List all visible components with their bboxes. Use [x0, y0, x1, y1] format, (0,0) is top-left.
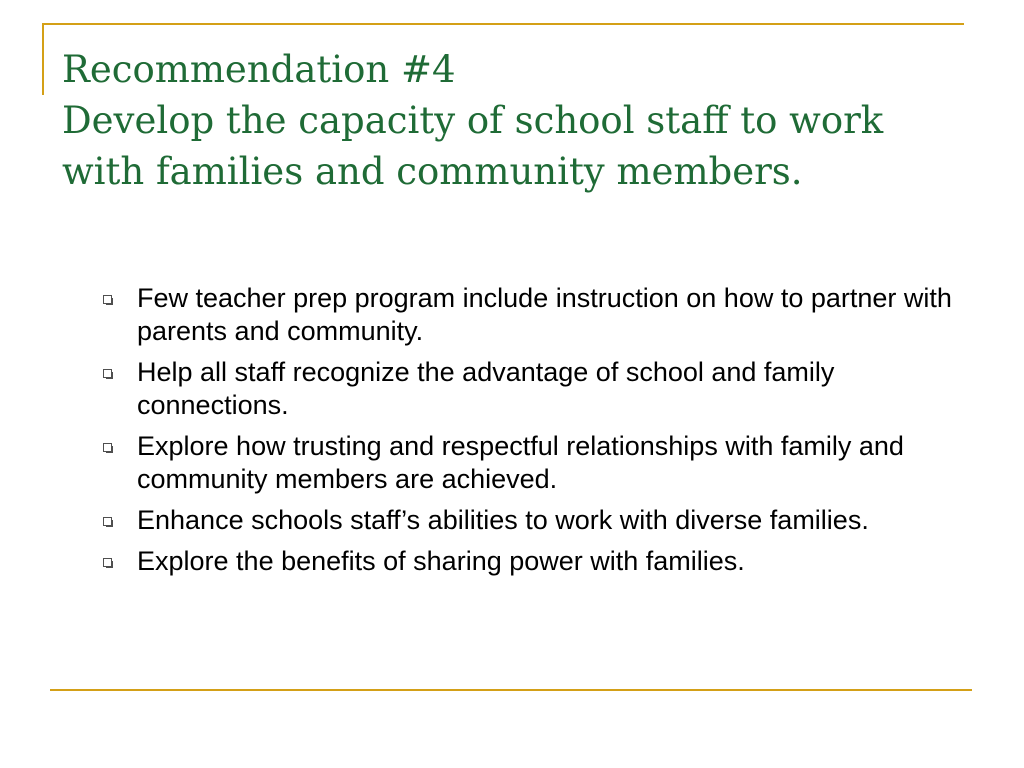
- top-decorative-rule: [42, 23, 964, 25]
- bullet-text-sharing-power: Explore the benefits of sharing power with families.: [137, 546, 745, 576]
- bullet-item-diverse-families: [100, 504, 970, 537]
- bullet-text-teacher-prep: Few teacher prep program include instruction on how to partner with parents and community.: [137, 283, 952, 346]
- bullet-item-teacher-prep: [100, 282, 970, 348]
- title-line-recommendation: Recommendation #4: [62, 48, 456, 91]
- bullet-item-relationships: [100, 430, 970, 496]
- bullet-item-sharing-power: [100, 545, 970, 578]
- square-bullet-icon: [103, 517, 112, 526]
- bullet-text-relationships: Explore how trusting and respectful relationships with family and community members are achieved.: [137, 431, 904, 494]
- title-line-families-community: with families and community members.: [62, 150, 803, 193]
- left-decorative-rule: [42, 23, 44, 95]
- bottom-decorative-rule: [50, 689, 972, 691]
- bullet-text-staff-recognize: Help all staff recognize the advantage of school and family connections.: [137, 357, 835, 420]
- title-line-develop-capacity: Develop the capacity of school staff to work: [62, 99, 884, 142]
- square-bullet-icon: [103, 558, 112, 567]
- square-bullet-icon: [103, 295, 112, 304]
- bullet-item-staff-recognize: [100, 356, 970, 422]
- bullet-text-diverse-families: Enhance schools staff’s abilities to work with diverse families.: [137, 505, 869, 535]
- square-bullet-icon: [103, 369, 112, 378]
- square-bullet-icon: [103, 443, 112, 452]
- bullet-list: [100, 282, 970, 586]
- slide-title: [62, 44, 982, 197]
